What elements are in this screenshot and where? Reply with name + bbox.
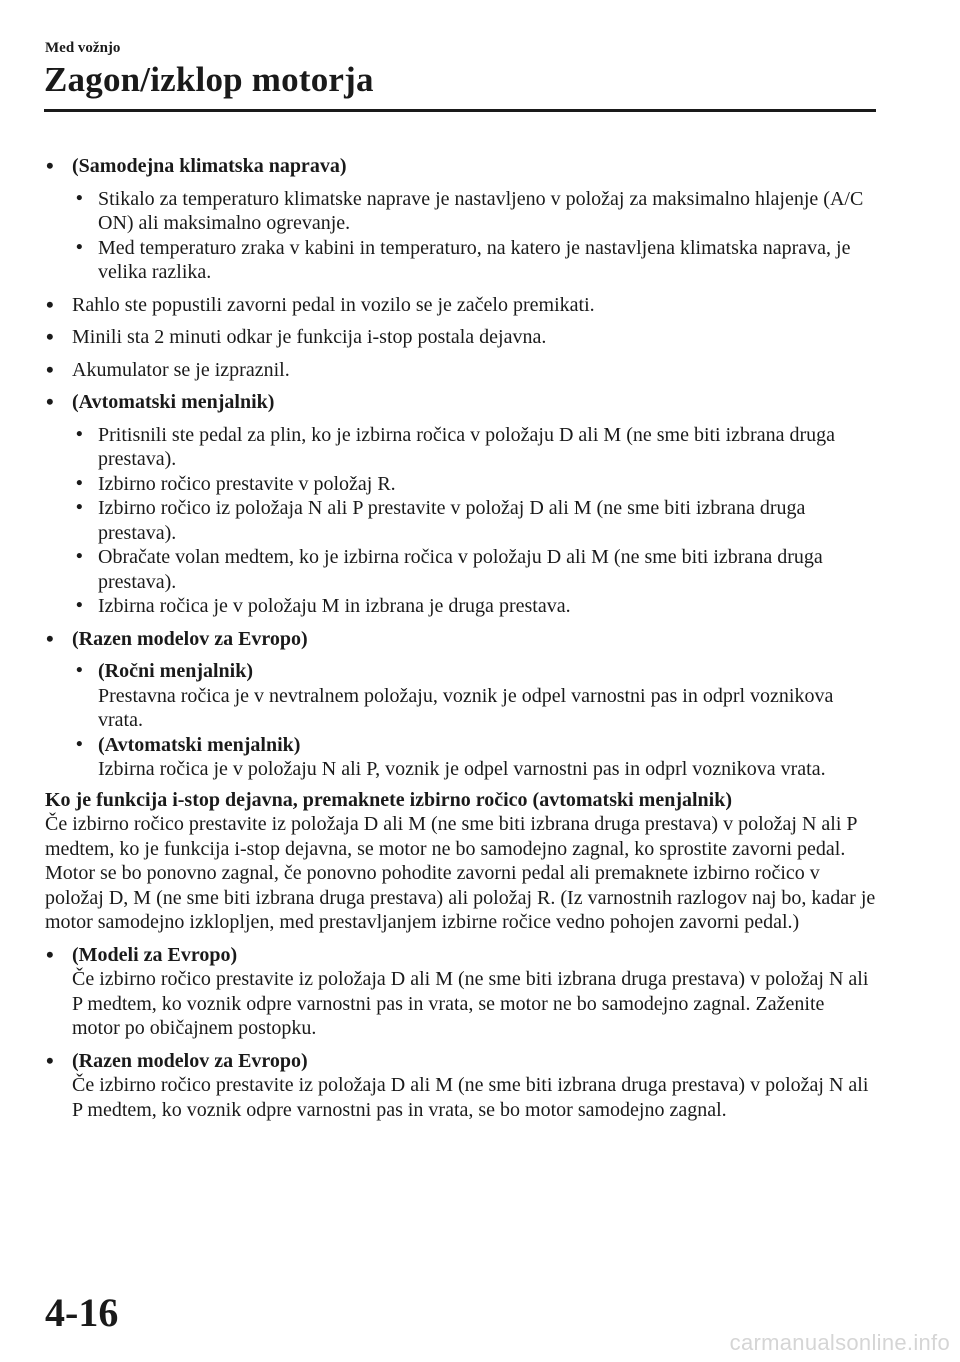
list-item: • Akumulator se je izpraznil. xyxy=(45,358,877,383)
sub-list-item: • Stikalo za temperaturo klimatske naprave je nastavljeno v položaj za maksimalno hlajenje (A/C ON) ali maksimalno ogrevanje. xyxy=(45,187,877,236)
sub-list-item: • Pritisnili ste pedal za plin, ko je izbirna ročica v položaju D ali M (ne sme biti izbrana druga prestava). xyxy=(45,423,877,472)
list-item-body: Če izbirno ročico prestavite iz položaja D ali M (ne sme biti izbrana druga prestava) v položaj N ali P medtem, ko voznik odpre varnostni pas in vrata, se bo motor samodejno zagnal. xyxy=(72,1074,869,1121)
paragraph: Če izbirno ročico prestavite iz položaja D ali M (ne sme biti izbrana druga prestava) v položaj N ali P medtem, ko je funkcija i-stop dejavna, se motor ne bo samodejno zagnal, ko sprostite zavorni pedal. Motor se bo ponovno zagnal, če ponovno pohodite zavorni pedal ali premaknete izbirno ročico v položaj D, M (ne sme biti izbrana druga prestava) ali položaj R. (Iz varnostnih razlogov naj bo, kadar je motor samodejno izklopljen, med prestavljanjem izbirne ročice vedno pohojen zavorni pedal.) xyxy=(45,813,876,933)
list-item-heading: • (Razen modelov za Evropo) xyxy=(72,1049,308,1072)
sub-item-body: Izbirna ročica je v položaju N ali P, voznik je odpel varnostni pas in odprl voznikova vrata. xyxy=(98,758,826,780)
watermark: carmanualsonline.info xyxy=(729,1330,950,1355)
sub-list-item xyxy=(45,733,877,782)
title-divider xyxy=(44,109,876,112)
sub-list-item xyxy=(45,659,877,733)
sub-list-item: • Izbirno ročico prestavite v položaj R. xyxy=(45,472,877,497)
list-item-heading: • (Modeli za Evropo) xyxy=(72,943,238,966)
sub-list-item: • Izbirna ročica je v položaju M in izbrana je druga prestava. xyxy=(45,594,877,619)
list-item xyxy=(45,943,877,1041)
page-title: Zagon/izklop motorja xyxy=(44,60,374,99)
list-item: • Rahlo ste popustili zavorni pedal in vozilo se je začelo premikati. xyxy=(45,293,877,318)
sub-list-item: • Izbirno ročico iz položaja N ali P prestavite v položaj D ali M (ne sme biti izbrana druga prestava). xyxy=(45,496,877,545)
list-item-body: Če izbirno ročico prestavite iz položaja D ali M (ne sme biti izbrana druga prestava) v položaj N ali P medtem, ko voznik odpre varnostni pas in vrata, se motor ne bo samodejno zagnal. Zaženite motor po običajnem postopku. xyxy=(72,968,869,1039)
list-item: • (Avtomatski menjalnik) xyxy=(45,390,877,415)
section-heading: Ko je funkcija i-stop dejavna, premaknete izbirno ročico (avtomatski menjalnik) xyxy=(45,788,733,811)
sub-item-body: Prestavna ročica je v nevtralnem položaju, voznik je odpel varnostni pas in odprl voznikova vrata. xyxy=(98,684,834,731)
sub-item-heading: • (Avtomatski menjalnik) xyxy=(98,733,301,756)
list-item: • (Samodejna klimatska naprava) xyxy=(45,154,877,179)
list-item xyxy=(45,1049,877,1123)
sub-item-heading: • (Ročni menjalnik) xyxy=(98,660,253,682)
list-item: • Minili sta 2 minuti odkar je funkcija i-stop postala dejavna. xyxy=(45,325,877,350)
sub-list-item: • Obračate volan medtem, ko je izbirna ročica v položaju D ali M (ne sme biti izbrana druga prestava). xyxy=(45,545,877,594)
section-label: Med vožnjo xyxy=(45,40,121,56)
list-item: • (Razen modelov za Evropo) xyxy=(45,627,877,652)
sub-list-item: • Med temperaturo zraka v kabini in temperaturo, na katero je nastavljena klimatska naprava, je velika razlika. xyxy=(45,236,877,285)
content xyxy=(45,154,877,1130)
page-number: 4-16 xyxy=(45,1290,119,1335)
